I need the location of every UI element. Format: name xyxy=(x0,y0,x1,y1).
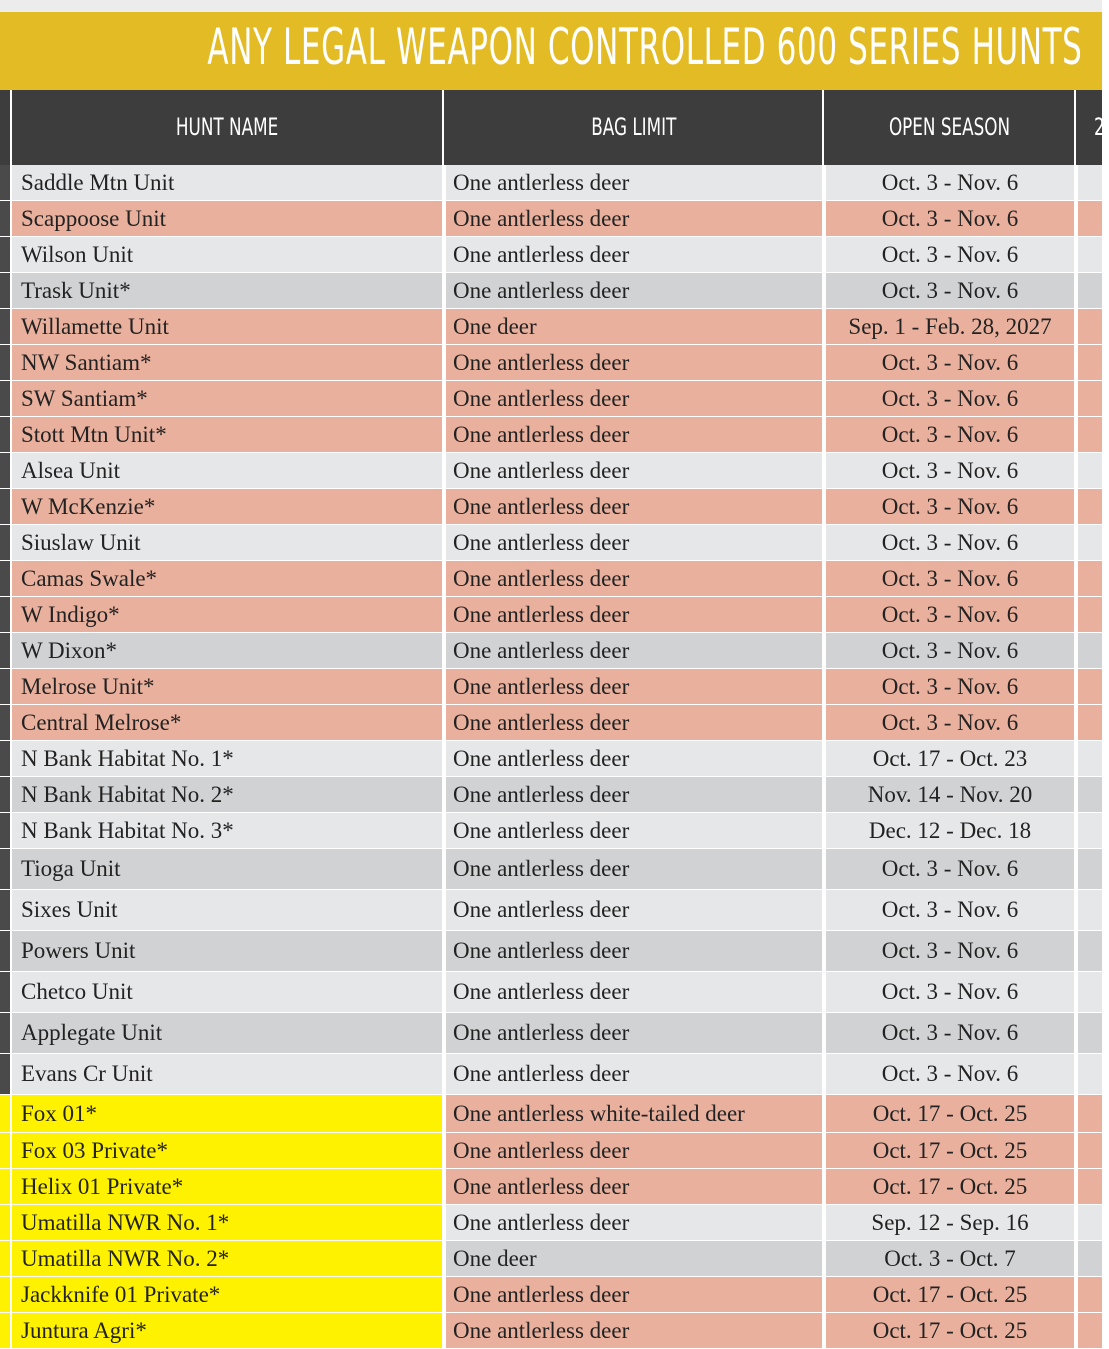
bag-limit-cell: One antlerless deer xyxy=(446,633,824,669)
hunt-name-cell: Chetco Unit xyxy=(12,972,444,1013)
header-truncated-column: 2 xyxy=(1094,113,1105,141)
open-season-cell: Oct. 3 - Nov. 6 xyxy=(826,525,1076,561)
hunt-name-cell: Fox 01* xyxy=(12,1095,444,1133)
bag-limit-cell: One antlerless deer xyxy=(446,453,824,489)
row-left-edge xyxy=(0,849,12,890)
hunt-name-cell: SW Santiam* xyxy=(12,381,444,417)
table-row xyxy=(0,345,1102,381)
row-left-edge xyxy=(0,813,12,849)
table-row xyxy=(0,309,1102,345)
open-season-cell: Oct. 3 - Nov. 6 xyxy=(826,597,1076,633)
table-row xyxy=(0,597,1102,633)
truncated-column-cell xyxy=(1078,1169,1102,1205)
bag-limit-cell: One antlerless deer xyxy=(446,345,824,381)
open-season-cell: Oct. 3 - Nov. 6 xyxy=(826,561,1076,597)
row-left-edge xyxy=(0,890,12,931)
open-season-cell: Oct. 3 - Nov. 6 xyxy=(826,849,1076,890)
header-bag-limit: BAG LIMIT xyxy=(446,90,824,165)
truncated-column-cell xyxy=(1078,489,1102,525)
table-row xyxy=(0,741,1102,777)
open-season-cell: Oct. 3 - Nov. 6 xyxy=(826,165,1076,201)
row-left-edge xyxy=(0,972,12,1013)
hunt-name-cell: NW Santiam* xyxy=(12,345,444,381)
open-season-cell: Oct. 17 - Oct. 23 xyxy=(826,741,1076,777)
table-row xyxy=(0,237,1102,273)
row-left-edge xyxy=(0,525,12,561)
row-left-edge xyxy=(0,237,12,273)
row-left-edge xyxy=(0,561,12,597)
truncated-column-cell xyxy=(1078,309,1102,345)
open-season-cell: Oct. 3 - Nov. 6 xyxy=(826,453,1076,489)
bag-limit-cell: One antlerless deer xyxy=(446,741,824,777)
row-left-edge xyxy=(0,1133,12,1169)
table-row xyxy=(0,1095,1102,1133)
row-left-edge xyxy=(0,705,12,741)
table-row xyxy=(0,1013,1102,1054)
table-row xyxy=(0,417,1102,453)
bag-limit-cell: One antlerless deer xyxy=(446,597,824,633)
truncated-column-cell xyxy=(1078,1241,1102,1277)
bag-limit-cell: One deer xyxy=(446,1241,824,1277)
table-row xyxy=(0,777,1102,813)
table-row xyxy=(0,1205,1102,1241)
open-season-cell: Oct. 3 - Nov. 6 xyxy=(826,1054,1076,1095)
row-left-edge xyxy=(0,381,12,417)
bag-limit-cell: One antlerless deer xyxy=(446,237,824,273)
truncated-column-cell xyxy=(1078,1313,1102,1349)
bag-limit-cell: One antlerless deer xyxy=(446,1013,824,1054)
row-left-edge xyxy=(0,931,12,972)
table-row xyxy=(0,273,1102,309)
open-season-cell: Oct. 17 - Oct. 25 xyxy=(826,1277,1076,1313)
open-season-cell: Oct. 3 - Nov. 6 xyxy=(826,972,1076,1013)
hunt-name-cell: Umatilla NWR No. 2* xyxy=(12,1241,444,1277)
table-row xyxy=(0,453,1102,489)
hunt-name-cell: Tioga Unit xyxy=(12,849,444,890)
hunt-name-cell: Sixes Unit xyxy=(12,890,444,931)
open-season-cell: Oct. 3 - Nov. 6 xyxy=(826,345,1076,381)
hunt-name-cell: W McKenzie* xyxy=(12,489,444,525)
truncated-column-cell xyxy=(1078,1133,1102,1169)
hunt-name-cell: Melrose Unit* xyxy=(12,669,444,705)
table-row xyxy=(0,381,1102,417)
row-left-edge xyxy=(0,1169,12,1205)
truncated-column-cell xyxy=(1078,633,1102,669)
row-left-edge xyxy=(0,1095,12,1133)
truncated-column-cell xyxy=(1078,237,1102,273)
open-season-cell: Oct. 17 - Oct. 25 xyxy=(826,1133,1076,1169)
bag-limit-cell: One antlerless deer xyxy=(446,561,824,597)
hunt-name-cell: W Dixon* xyxy=(12,633,444,669)
bag-limit-cell: One antlerless deer xyxy=(446,777,824,813)
hunt-name-cell: Central Melrose* xyxy=(12,705,444,741)
bag-limit-cell: One antlerless deer xyxy=(446,165,824,201)
bag-limit-cell: One antlerless deer xyxy=(446,525,824,561)
hunt-name-cell: Umatilla NWR No. 1* xyxy=(12,1205,444,1241)
hunt-name-cell: Alsea Unit xyxy=(12,453,444,489)
row-left-edge xyxy=(0,777,12,813)
open-season-cell: Oct. 3 - Nov. 6 xyxy=(826,417,1076,453)
truncated-column-cell xyxy=(1078,453,1102,489)
open-season-cell: Oct. 3 - Nov. 6 xyxy=(826,201,1076,237)
table-row xyxy=(0,201,1102,237)
hunt-name-cell: Scappoose Unit xyxy=(12,201,444,237)
truncated-column-cell xyxy=(1078,849,1102,890)
truncated-column-cell xyxy=(1078,165,1102,201)
truncated-column-cell xyxy=(1078,597,1102,633)
hunt-name-cell: N Bank Habitat No. 3* xyxy=(12,813,444,849)
bag-limit-cell: One antlerless deer xyxy=(446,1054,824,1095)
row-left-edge xyxy=(0,1241,12,1277)
row-left-edge xyxy=(0,1054,12,1095)
row-left-edge xyxy=(0,669,12,705)
table-row xyxy=(0,489,1102,525)
table-row xyxy=(0,1133,1102,1169)
table-row xyxy=(0,813,1102,849)
bag-limit-cell: One antlerless deer xyxy=(446,931,824,972)
bag-limit-cell: One antlerless deer xyxy=(446,705,824,741)
open-season-cell: Oct. 3 - Nov. 6 xyxy=(826,669,1076,705)
open-season-cell: Sep. 1 - Feb. 28, 2027 xyxy=(826,309,1076,345)
truncated-column-cell xyxy=(1078,972,1102,1013)
table-header xyxy=(0,90,1105,165)
open-season-cell: Oct. 3 - Nov. 6 xyxy=(826,273,1076,309)
bag-limit-cell: One antlerless deer xyxy=(446,849,824,890)
truncated-column-cell xyxy=(1078,890,1102,931)
row-left-edge xyxy=(0,345,12,381)
row-left-edge xyxy=(0,1013,12,1054)
table-body xyxy=(0,165,1102,1349)
bag-limit-cell: One antlerless deer xyxy=(446,669,824,705)
truncated-column-cell xyxy=(1078,525,1102,561)
open-season-cell: Sep. 12 - Sep. 16 xyxy=(826,1205,1076,1241)
hunt-name-cell: Wilson Unit xyxy=(12,237,444,273)
truncated-column-cell xyxy=(1078,705,1102,741)
truncated-column-cell xyxy=(1078,931,1102,972)
bag-limit-cell: One antlerless deer xyxy=(446,201,824,237)
truncated-column-cell xyxy=(1078,1277,1102,1313)
table-row xyxy=(0,633,1102,669)
hunt-name-cell: Juntura Agri* xyxy=(12,1313,444,1349)
bag-limit-cell: One antlerless deer xyxy=(446,1169,824,1205)
hunt-name-cell: N Bank Habitat No. 1* xyxy=(12,741,444,777)
row-left-edge xyxy=(0,489,12,525)
open-season-cell: Oct. 3 - Nov. 6 xyxy=(826,489,1076,525)
row-left-edge xyxy=(0,201,12,237)
open-season-cell: Dec. 12 - Dec. 18 xyxy=(826,813,1076,849)
bag-limit-cell: One antlerless deer xyxy=(446,1313,824,1349)
truncated-column-cell xyxy=(1078,669,1102,705)
bag-limit-cell: One antlerless deer xyxy=(446,1205,824,1241)
row-left-edge xyxy=(0,165,12,201)
hunt-name-cell: Evans Cr Unit xyxy=(12,1054,444,1095)
open-season-cell: Oct. 3 - Nov. 6 xyxy=(826,633,1076,669)
open-season-cell: Oct. 17 - Oct. 25 xyxy=(826,1169,1076,1205)
hunt-name-cell: Saddle Mtn Unit xyxy=(12,165,444,201)
truncated-column-cell xyxy=(1078,201,1102,237)
truncated-column-cell xyxy=(1078,1054,1102,1095)
table-row xyxy=(0,1313,1102,1349)
truncated-column-cell xyxy=(1078,741,1102,777)
header-hunt-name: HUNT NAME xyxy=(12,90,444,165)
truncated-column-cell xyxy=(1078,417,1102,453)
table-row xyxy=(0,972,1102,1013)
row-left-edge xyxy=(0,1277,12,1313)
table-row xyxy=(0,1169,1102,1205)
hunt-name-cell: Helix 01 Private* xyxy=(12,1169,444,1205)
hunt-name-cell: Fox 03 Private* xyxy=(12,1133,444,1169)
hunt-name-cell: Trask Unit* xyxy=(12,273,444,309)
hunts-table xyxy=(0,90,1105,1349)
row-left-edge xyxy=(0,273,12,309)
page-top-strip xyxy=(0,0,1102,12)
open-season-cell: Nov. 14 - Nov. 20 xyxy=(826,777,1076,813)
hunt-name-cell: Stott Mtn Unit* xyxy=(12,417,444,453)
table-row xyxy=(0,1054,1102,1095)
truncated-column-cell xyxy=(1078,813,1102,849)
table-row xyxy=(0,849,1102,890)
table-row xyxy=(0,890,1102,931)
row-left-edge xyxy=(0,597,12,633)
open-season-cell: Oct. 17 - Oct. 25 xyxy=(826,1095,1076,1133)
open-season-cell: Oct. 3 - Nov. 6 xyxy=(826,931,1076,972)
header-left-edge xyxy=(0,90,12,165)
bag-limit-cell: One antlerless white-tailed deer xyxy=(446,1095,824,1133)
row-left-edge xyxy=(0,417,12,453)
hunt-name-cell: Siuslaw Unit xyxy=(12,525,444,561)
open-season-cell: Oct. 3 - Nov. 6 xyxy=(826,890,1076,931)
truncated-column-cell xyxy=(1078,381,1102,417)
bag-limit-cell: One antlerless deer xyxy=(446,813,824,849)
truncated-column-cell xyxy=(1078,273,1102,309)
table-row xyxy=(0,669,1102,705)
open-season-cell: Oct. 3 - Nov. 6 xyxy=(826,1013,1076,1054)
hunt-name-cell: Applegate Unit xyxy=(12,1013,444,1054)
table-row xyxy=(0,165,1102,201)
truncated-column-cell xyxy=(1078,345,1102,381)
hunt-name-cell: Jackknife 01 Private* xyxy=(12,1277,444,1313)
bag-limit-cell: One antlerless deer xyxy=(446,273,824,309)
bag-limit-cell: One antlerless deer xyxy=(446,489,824,525)
truncated-column-cell xyxy=(1078,1095,1102,1133)
table-row xyxy=(0,705,1102,741)
row-left-edge xyxy=(0,741,12,777)
bag-limit-cell: One antlerless deer xyxy=(446,381,824,417)
open-season-cell: Oct. 3 - Nov. 6 xyxy=(826,705,1076,741)
bag-limit-cell: One deer xyxy=(446,309,824,345)
truncated-column-cell xyxy=(1078,1205,1102,1241)
hunt-name-cell: N Bank Habitat No. 2* xyxy=(12,777,444,813)
row-left-edge xyxy=(0,1313,12,1349)
open-season-cell: Oct. 17 - Oct. 25 xyxy=(826,1313,1076,1349)
row-left-edge xyxy=(0,633,12,669)
table-row xyxy=(0,1277,1102,1313)
row-left-edge xyxy=(0,1205,12,1241)
table-row xyxy=(0,561,1102,597)
bag-limit-cell: One antlerless deer xyxy=(446,890,824,931)
hunt-name-cell: Willamette Unit xyxy=(12,309,444,345)
hunt-name-cell: W Indigo* xyxy=(12,597,444,633)
row-left-edge xyxy=(0,453,12,489)
header-open-season: OPEN SEASON xyxy=(826,90,1076,165)
truncated-column-cell xyxy=(1078,1013,1102,1054)
page-title: ANY LEGAL WEAPON CONTROLLED 600 SERIES HUNTS xyxy=(206,18,1082,76)
open-season-cell: Oct. 3 - Oct. 7 xyxy=(826,1241,1076,1277)
bag-limit-cell: One antlerless deer xyxy=(446,417,824,453)
bag-limit-cell: One antlerless deer xyxy=(446,1277,824,1313)
table-row xyxy=(0,1241,1102,1277)
bag-limit-cell: One antlerless deer xyxy=(446,972,824,1013)
table-row xyxy=(0,525,1102,561)
hunt-name-cell: Powers Unit xyxy=(12,931,444,972)
open-season-cell: Oct. 3 - Nov. 6 xyxy=(826,381,1076,417)
title-banner xyxy=(0,12,1102,90)
open-season-cell: Oct. 3 - Nov. 6 xyxy=(826,237,1076,273)
truncated-column-cell xyxy=(1078,777,1102,813)
bag-limit-cell: One antlerless deer xyxy=(446,1133,824,1169)
table-row xyxy=(0,931,1102,972)
hunt-name-cell: Camas Swale* xyxy=(12,561,444,597)
row-left-edge xyxy=(0,309,12,345)
truncated-column-cell xyxy=(1078,561,1102,597)
